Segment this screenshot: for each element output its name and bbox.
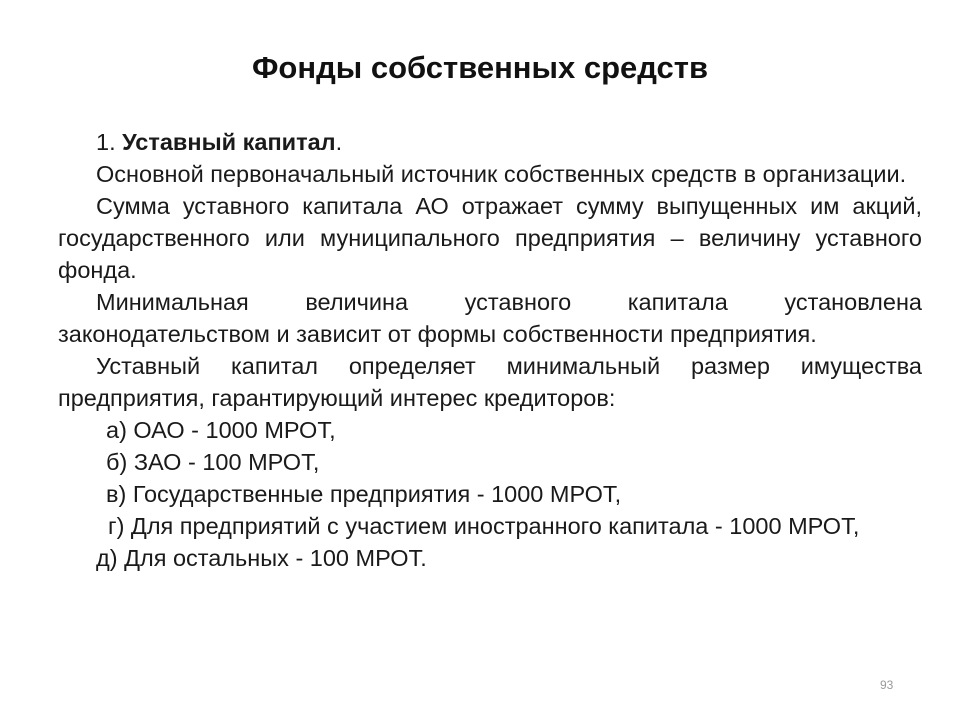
section-heading	[58, 126, 922, 158]
list-item-d: д) Для остальных - 100 МРОТ.	[96, 545, 427, 571]
section-number: 1.	[96, 129, 123, 155]
paragraph-1: Основной первоначальный источник собственных средств в организации.	[96, 161, 907, 187]
list-item-a: а) ОАО - 1000 МРОТ,	[106, 417, 336, 443]
paragraph-3: Минимальная величина уставного капитала установлена законодательством и зависит от формы собственности предприятия.	[58, 289, 922, 347]
list-item-b: б) ЗАО - 100 МРОТ,	[106, 449, 320, 475]
page-number: 93	[880, 678, 894, 692]
slide-title: Фонды собственных средств	[251, 50, 709, 85]
section-heading-trailing: .	[335, 129, 343, 155]
paragraph-4: Уставный капитал определяет минимальный размер имущества предприятия, гарантирующий интерес кредиторов:	[58, 353, 922, 411]
slide-content	[58, 126, 922, 574]
list-item-g: г) Для предприятий с участием иностранного капитала - 1000 МРОТ,	[108, 513, 860, 539]
list-item-v: в) Государственные предприятия - 1000 МРОТ,	[106, 481, 622, 507]
paragraph-2: Сумма уставного капитала АО отражает сумму выпущенных им акций, государственного или муниципального предприятия – величину уставного фонда.	[58, 193, 922, 283]
section-heading-title: Уставный капитал	[122, 129, 336, 155]
